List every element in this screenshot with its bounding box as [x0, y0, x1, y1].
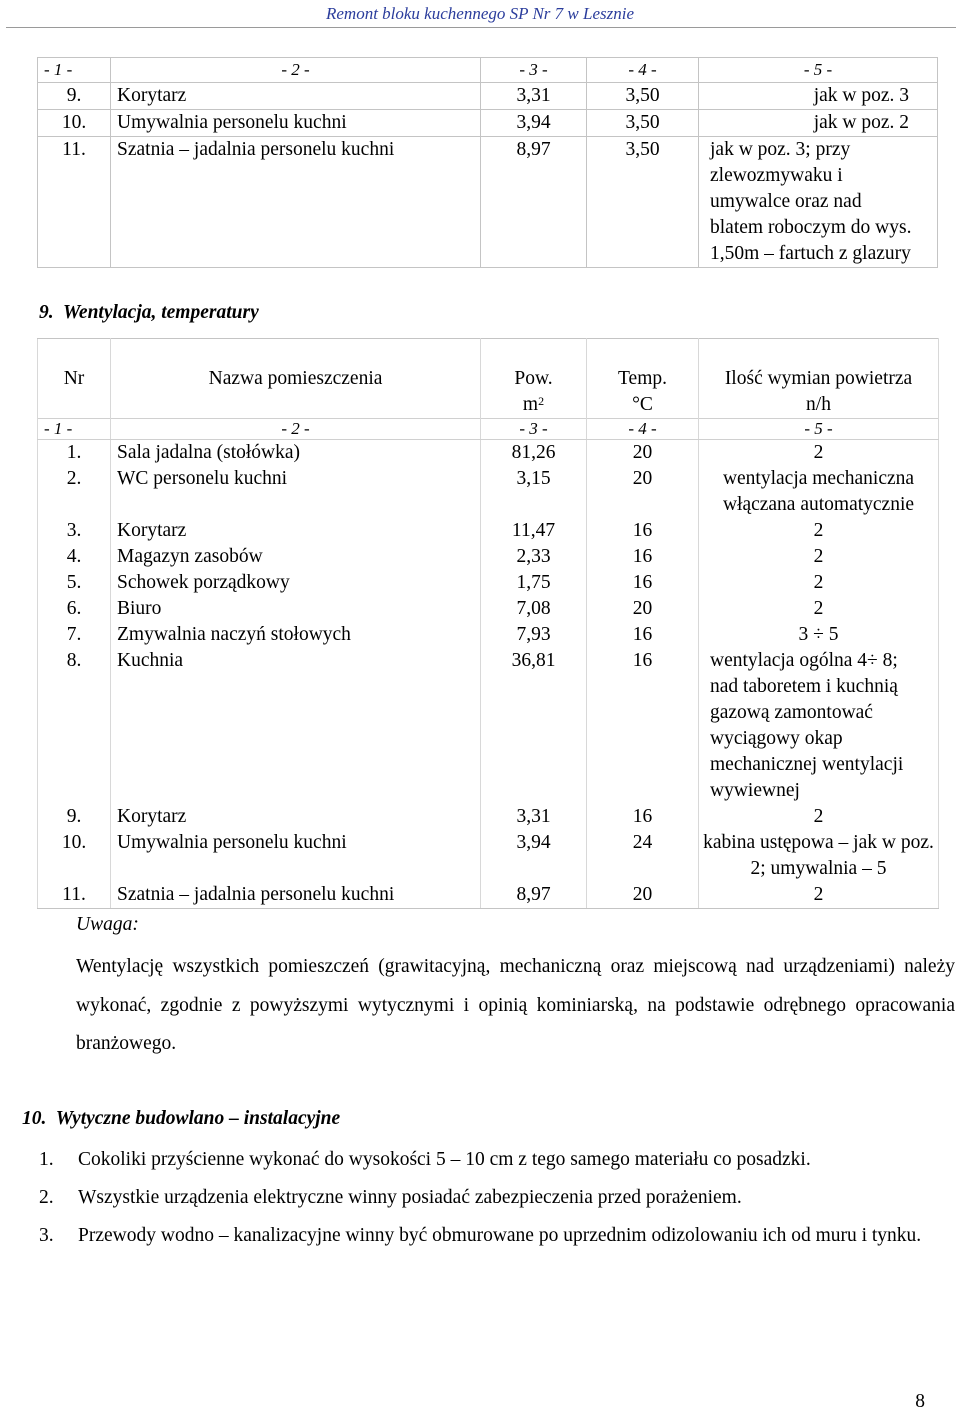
air-exchange-value: wentylacja mechaniczna włączana automatycznie: [699, 466, 939, 518]
table-row: [38, 570, 939, 596]
height-value: 3,50: [587, 110, 699, 137]
air-exchange-value: 2: [699, 440, 939, 467]
table-row: [38, 830, 939, 882]
section-title-text: Wytyczne budowlano – instalacyjne: [55, 1108, 341, 1129]
area-value: 3,94: [481, 110, 587, 137]
area-value: 11,47: [481, 518, 587, 544]
note-label: Uwaga:: [76, 914, 139, 935]
column-number: - 5 -: [699, 58, 938, 83]
table-row: [38, 466, 939, 518]
header-room-name: Nazwa pomieszczenia: [111, 339, 481, 419]
area-value: 8,97: [481, 137, 587, 268]
column-number: - 2 -: [111, 58, 481, 83]
room-name: Umywalnia personelu kuchni: [111, 830, 481, 882]
list-item-number: 3.: [39, 1225, 54, 1246]
table-row: [38, 882, 939, 909]
finishes-table-continuation: [37, 57, 938, 268]
temperature-value: 16: [587, 804, 699, 830]
temperature-value: 16: [587, 648, 699, 804]
table-header-row: [38, 339, 939, 419]
table-row: [38, 137, 938, 268]
row-number: 11.: [38, 137, 111, 268]
header-temperature-label: Temp.: [618, 368, 667, 389]
table-row: [38, 440, 939, 467]
table-row: [38, 58, 938, 83]
table-row: [38, 596, 939, 622]
temperature-value: 20: [587, 596, 699, 622]
temperature-value: 20: [587, 466, 699, 518]
air-exchange-value: 2: [699, 596, 939, 622]
room-name: Szatnia – jadalnia personelu kuchni: [111, 882, 481, 909]
note-text: Wentylację wszystkich pomieszczeń (grawitacyjną, mechaniczną oraz miejscową nad urządzeniami) należy wykonać, zgodnie z powyższymi wytycznymi i opinią kominiarską, na podstawie odrębnego opracowania branżowego.: [76, 956, 955, 1054]
header-area-label: Pow.: [514, 368, 553, 389]
room-name: Biuro: [111, 596, 481, 622]
row-number: 2.: [38, 466, 111, 518]
column-number: - 5 -: [699, 419, 939, 440]
finish-note: jak w poz. 3: [699, 83, 938, 110]
table-row: [38, 622, 939, 648]
temperature-value: 16: [587, 622, 699, 648]
list-item-number: 1.: [39, 1149, 54, 1170]
finish-note: jak w poz. 2: [699, 110, 938, 137]
section-title-text: Wentylacja, temperatury: [63, 302, 259, 323]
area-value: 3,15: [481, 466, 587, 518]
column-number: - 2 -: [111, 419, 481, 440]
page-number: 8: [915, 1391, 925, 1412]
air-exchange-value: 2: [699, 804, 939, 830]
table-row: [38, 804, 939, 830]
height-value: 3,50: [587, 137, 699, 268]
room-name: Zmywalnia naczyń stołowych: [111, 622, 481, 648]
table-row: [38, 544, 939, 570]
header-air-exchange-unit: n/h: [806, 394, 831, 415]
room-name: Sala jadalna (stołówka): [111, 440, 481, 467]
temperature-value: 16: [587, 544, 699, 570]
header-nr: Nr: [38, 339, 111, 419]
area-value: 2,33: [481, 544, 587, 570]
temperature-value: 24: [587, 830, 699, 882]
area-value: 7,08: [481, 596, 587, 622]
header-air-exchange: [699, 339, 939, 419]
temperature-value: 16: [587, 570, 699, 596]
height-value: 3,50: [587, 83, 699, 110]
temperature-value: 16: [587, 518, 699, 544]
room-name: Magazyn zasobów: [111, 544, 481, 570]
header-temperature: [587, 339, 699, 419]
air-exchange-value: 2: [699, 570, 939, 596]
ventilation-table: [37, 338, 939, 909]
list-item-text: Przewody wodno – kanalizacyjne winny być obmurowane po uprzednim odizolowaniu ich od muru i tynku.: [78, 1225, 922, 1246]
row-number: 6.: [38, 596, 111, 622]
area-value: 3,31: [481, 83, 587, 110]
section-10-title: [22, 1108, 340, 1130]
column-number: - 1 -: [38, 419, 111, 440]
header-air-exchange-label: Ilość wymian powietrza: [724, 368, 913, 389]
area-value: 7,93: [481, 622, 587, 648]
table-row: [38, 110, 938, 137]
room-name: Szatnia – jadalnia personelu kuchni: [111, 137, 481, 268]
section-number: 9.: [39, 302, 54, 323]
row-number: 1.: [38, 440, 111, 467]
header-area-unit: $m^2$: [522, 394, 545, 415]
header-divider: [6, 27, 956, 28]
area-value: 3,94: [481, 830, 587, 882]
area-value: 36,81: [481, 648, 587, 804]
room-name: Korytarz: [111, 518, 481, 544]
area-value: 81,26: [481, 440, 587, 467]
column-number: - 4 -: [587, 419, 699, 440]
row-number: 9.: [38, 83, 111, 110]
room-name: Korytarz: [111, 83, 481, 110]
room-name: Korytarz: [111, 804, 481, 830]
area-value: 8,97: [481, 882, 587, 909]
list-item-number: 2.: [39, 1187, 54, 1208]
room-name: Schowek porządkowy: [111, 570, 481, 596]
list-item-text: Cokoliki przyścienne wykonać do wysokości 5 – 10 cm z tego samego materiału co posadzki.: [78, 1149, 811, 1170]
area-value: 3,31: [481, 804, 587, 830]
air-exchange-value: 2: [699, 518, 939, 544]
table-row: [38, 648, 939, 804]
row-number: 10.: [38, 110, 111, 137]
row-number: 3.: [38, 518, 111, 544]
row-number: 9.: [38, 804, 111, 830]
table-row: [38, 518, 939, 544]
air-exchange-value: kabina ustępowa – jak w poz. 2; umywalnia – 5: [699, 830, 939, 882]
finish-note: jak w poz. 3; przy zlewozmywaku i umywalce oraz nad blatem roboczym do wys. 1,50m – fartuch z glazury: [699, 137, 938, 268]
row-number: 11.: [38, 882, 111, 909]
list-item-text: Wszystkie urządzenia elektryczne winny posiadać zabezpieczenia przed porażeniem.: [78, 1187, 742, 1208]
row-number: 4.: [38, 544, 111, 570]
column-number: - 3 -: [481, 419, 587, 440]
air-exchange-value: wentylacja ogólna 4÷ 8; nad taboretem i kuchnią gazową zamontować wyciągowy okap mechanicznej wentylacji wywiewnej: [699, 648, 939, 804]
air-exchange-value: 2: [699, 544, 939, 570]
header-area: [481, 339, 587, 419]
section-number: 10.: [22, 1108, 47, 1129]
row-number: 5.: [38, 570, 111, 596]
section-9-title: [39, 302, 259, 324]
row-number: 7.: [38, 622, 111, 648]
header-temperature-unit: °C: [632, 394, 653, 415]
column-number: - 4 -: [587, 58, 699, 83]
column-number: - 3 -: [481, 58, 587, 83]
column-number: - 1 -: [38, 58, 111, 83]
page-header: Remont bloku kuchennego SP Nr 7 w Lesznie: [325, 4, 634, 23]
row-number: 10.: [38, 830, 111, 882]
air-exchange-value: 3 ÷ 5: [699, 622, 939, 648]
table-row: [38, 419, 939, 440]
table-row: [38, 83, 938, 110]
temperature-value: 20: [587, 440, 699, 467]
temperature-value: 20: [587, 882, 699, 909]
room-name: Kuchnia: [111, 648, 481, 804]
room-name: Umywalnia personelu kuchni: [111, 110, 481, 137]
row-number: 8.: [38, 648, 111, 804]
room-name: WC personelu kuchni: [111, 466, 481, 518]
area-value: 1,75: [481, 570, 587, 596]
air-exchange-value: 2: [699, 882, 939, 909]
